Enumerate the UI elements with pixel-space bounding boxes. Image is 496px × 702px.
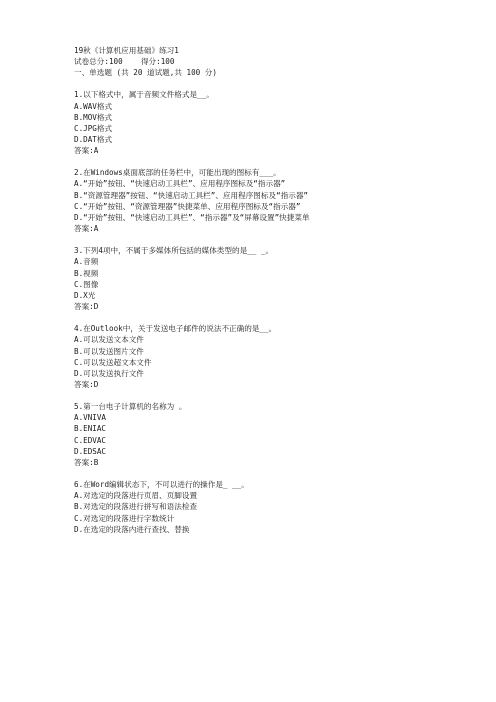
question-5 xyxy=(74,401,474,468)
option-b: B.“资源管理器”按钮、“快速启动工具栏”、应用程序图标及“指示器” xyxy=(74,190,309,200)
document-page xyxy=(74,45,474,535)
option-a: A.VNIVA xyxy=(74,413,107,423)
question-2 xyxy=(74,167,474,234)
option-a: A.对选定的段落进行页眉、页脚设置 xyxy=(74,491,198,501)
question-4 xyxy=(74,323,474,390)
option-d: D.EDSAC xyxy=(74,446,107,456)
question-stem: 1.以下格式中，属于音频文件格式是__。 xyxy=(74,90,214,100)
option-a: A.可以发送文本文件 xyxy=(74,335,144,345)
option-c: C.“开始”按钮、“资源管理器”快捷菜单、应用程序图标及“指示器” xyxy=(74,201,301,211)
question-stem: 5.第一台电子计算机的名称为 。 xyxy=(74,402,187,412)
option-d: D.“开始”按钮、“快速启动工具栏”、“指示器”及“屏幕设置”快捷菜单 xyxy=(74,213,310,223)
option-b: B.ENIAC xyxy=(74,424,107,434)
answer-line: 答案:B xyxy=(74,457,99,467)
question-1 xyxy=(74,89,474,156)
option-d: D.X光 xyxy=(74,290,96,300)
answer-line: 答案:D xyxy=(74,380,99,390)
question-stem: 6.在Word编辑状态下，不可以进行的操作是_ __。 xyxy=(74,479,249,489)
question-stem: 4.在Outlook中，关于发送电子邮件的说法不正确的是__。 xyxy=(74,324,277,334)
answer-line: 答案:D xyxy=(74,302,99,312)
option-c: C.EDVAC xyxy=(74,435,107,445)
option-b: B.对选定的段落进行拼写和语法检查 xyxy=(74,502,198,512)
option-b: B.可以发送图片文件 xyxy=(74,346,144,356)
option-a: A.WAV格式 xyxy=(74,101,113,111)
option-c: C.可以发送超文本文件 xyxy=(74,357,152,367)
score-line: 试卷总分:100 得分:100 xyxy=(74,57,175,67)
option-d: D.DAT格式 xyxy=(74,135,113,145)
exam-title: 19秋《计算机应用基础》练习1 xyxy=(74,46,179,55)
option-c: C.JPG格式 xyxy=(74,123,113,133)
option-a: A.“开始”按钮、“快速启动工具栏”、应用程序图标及“指示器” xyxy=(74,179,286,189)
option-d: D.可以发送执行文件 xyxy=(74,368,144,378)
section-heading: 一、单选题 (共 20 道试题,共 100 分) xyxy=(74,68,217,78)
option-d: D.在选定的段落内进行查找、替换 xyxy=(74,524,190,534)
option-c: C.图像 xyxy=(74,279,99,289)
question-stem: 2.在Windows桌面底部的任务栏中，可能出现的图标有___。 xyxy=(74,168,281,178)
option-b: B.MOV格式 xyxy=(74,112,113,122)
option-b: B.视频 xyxy=(74,268,99,278)
question-6 xyxy=(74,479,474,535)
option-a: A.音频 xyxy=(74,257,99,267)
question-stem: 3.下列4项中，不属于多媒体所包括的媒体类型的是__ _。 xyxy=(74,246,274,256)
answer-line: 答案:A xyxy=(74,224,99,234)
option-c: C.对选定的段落进行字数统计 xyxy=(74,513,175,523)
question-3 xyxy=(74,245,474,312)
answer-line: 答案:A xyxy=(74,146,99,156)
